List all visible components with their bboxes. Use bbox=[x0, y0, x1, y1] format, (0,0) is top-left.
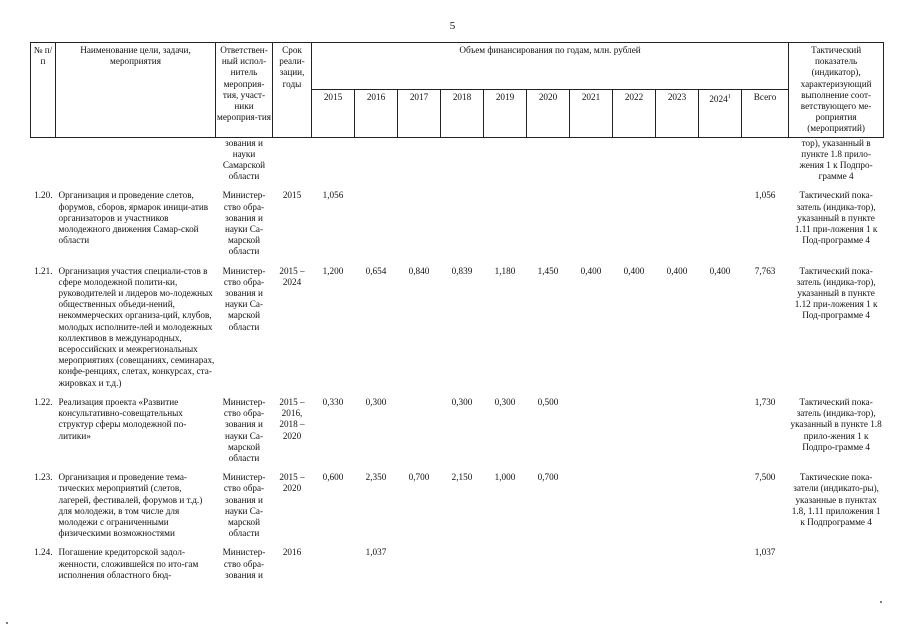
row-name: Организация и проведение тема-тических мероприятий (слетов, лагерей, фестивалей, форумов и т.д.) для молодежи, в том числе для молодежи с ограниченными физическими возможностями bbox=[58, 472, 203, 539]
row-name: Организация участия специали-стов в сфере молодежной полити-ки, руководителей и лидеров мо-лодежных общественных объеди-нений, некоммерческих организа-ций, клубов, молодых исполните-лей и молодежных коллективов в международных, всероссийских и межрегиональных мероприятиях (совещаниях, семинарах, конфе-ренциях, слетах, конкурсах, ста-жировках и т.д.) bbox=[58, 265, 215, 388]
table-row bbox=[31, 547, 884, 581]
header-year: 2019 bbox=[484, 90, 527, 138]
table-row bbox=[31, 397, 884, 464]
row-value bbox=[656, 472, 699, 539]
row-value: 0,400 bbox=[709, 265, 731, 276]
row-value bbox=[656, 547, 699, 581]
page-number: 5 bbox=[449, 20, 456, 32]
row-value bbox=[527, 137, 570, 182]
funding-table-frame bbox=[30, 42, 882, 581]
row-value bbox=[398, 137, 441, 182]
row-value bbox=[312, 137, 355, 182]
row-spacer bbox=[31, 539, 884, 547]
row-total: 1,056 bbox=[754, 190, 776, 201]
row-spacer bbox=[31, 258, 884, 266]
row-value: 1,200 bbox=[322, 265, 344, 276]
header-no: № п/п bbox=[31, 43, 56, 138]
row-term: 2015 – 2016, 2018 – 2020 bbox=[279, 396, 305, 441]
header-total: Всего bbox=[742, 90, 789, 138]
row-term: 2015 – 2024 bbox=[279, 265, 305, 287]
row-value bbox=[527, 547, 570, 581]
row-total: 1,730 bbox=[754, 396, 776, 407]
table-row bbox=[31, 190, 884, 257]
row-term: 2016 bbox=[282, 547, 302, 558]
row-total bbox=[742, 137, 789, 182]
row-value bbox=[699, 137, 742, 182]
row-spacer-cell bbox=[31, 182, 884, 190]
row-value: 0,840 bbox=[408, 265, 430, 276]
scan-speck bbox=[6, 622, 8, 624]
row-spacer-cell bbox=[31, 464, 884, 472]
row-executor: Министер-ство обра-зования и науки Са-марской области bbox=[222, 190, 266, 257]
row-total: 1,037 bbox=[754, 547, 776, 558]
table-header bbox=[31, 43, 884, 138]
row-number bbox=[31, 137, 56, 182]
row-value: 0,400 bbox=[666, 265, 688, 276]
row-term: 2015 bbox=[282, 190, 302, 201]
row-value bbox=[398, 397, 441, 464]
row-name: Погашение кредиторской задол-женности, сложившейся по ито-гам исполнения областного бюд- bbox=[58, 547, 199, 580]
row-value bbox=[355, 137, 398, 182]
row-value: 0,839 bbox=[451, 265, 473, 276]
row-executor: Министер-ство обра-зования и науки Са-марской области bbox=[222, 265, 266, 332]
table-body bbox=[31, 137, 884, 581]
row-spacer bbox=[31, 464, 884, 472]
row-name: Организация и проведение слетов, форумов, сборов, ярмарок иници-атив организаторов и участников молодежного движения Самар-ской области bbox=[58, 190, 209, 246]
row-name bbox=[56, 137, 216, 182]
row-indicator: Тактический пока-затель (индика-тор), указанный в пункте 1.12 при-ложения 1 к Под-программе 4 bbox=[794, 265, 878, 321]
row-value bbox=[613, 190, 656, 257]
header-year: 2021 bbox=[570, 90, 613, 138]
row-value bbox=[613, 397, 656, 464]
row-total: 7,763 bbox=[754, 265, 776, 276]
row-value: 0,330 bbox=[322, 396, 344, 407]
row-value bbox=[527, 190, 570, 257]
header-year-2024 bbox=[699, 90, 742, 138]
header-year: 2015 bbox=[312, 90, 355, 138]
header-indicator: Тактический показатель (индикатор), характеризующий выполнение соот-ветствующего ме-роприятия (мероприятий) bbox=[789, 43, 884, 138]
row-value: 0,400 bbox=[580, 265, 602, 276]
row-value bbox=[699, 397, 742, 464]
row-value bbox=[570, 547, 613, 581]
row-spacer-cell bbox=[31, 258, 884, 266]
row-value: 1,450 bbox=[537, 265, 559, 276]
header-term: Срок реали-зации, годы bbox=[273, 43, 312, 138]
row-value: 0,300 bbox=[365, 396, 387, 407]
row-value bbox=[570, 397, 613, 464]
row-value bbox=[699, 547, 742, 581]
row-value bbox=[613, 547, 656, 581]
funding-table bbox=[30, 42, 884, 581]
row-value: 0,500 bbox=[537, 396, 559, 407]
row-name: Реализация проекта «Развитие консультативно-совещательных структур сферы молодежной по-литики» bbox=[58, 396, 187, 441]
row-executor: зования и науки Самарской области bbox=[222, 137, 266, 182]
row-indicator bbox=[789, 547, 884, 581]
row-indicator: Тактические пока-затели (индикато-ры), указанные в пунктах 1.8, 1.11 приложения 1 к Подпрограмме 4 bbox=[791, 472, 881, 527]
row-value: 0,300 bbox=[451, 396, 473, 407]
year-label: 2024 bbox=[709, 94, 728, 105]
row-value bbox=[613, 472, 656, 539]
row-spacer bbox=[31, 389, 884, 397]
header-year: 2018 bbox=[441, 90, 484, 138]
row-value bbox=[398, 547, 441, 581]
row-indicator: Тактический пока-затель (индика-тор), указанный в пункте 1.11 при-ложения 1 к Под-программе 4 bbox=[794, 190, 878, 246]
row-value bbox=[441, 190, 484, 257]
row-number: 1.23. bbox=[34, 472, 53, 483]
row-value: 1,037 bbox=[365, 547, 387, 558]
row-value: 1,056 bbox=[322, 190, 344, 201]
row-value bbox=[484, 190, 527, 257]
row-value bbox=[312, 547, 355, 581]
row-term bbox=[273, 137, 312, 182]
row-value: 1,000 bbox=[494, 472, 516, 483]
row-value bbox=[570, 137, 613, 182]
row-number: 1.21. bbox=[34, 265, 53, 276]
scan-speck bbox=[880, 601, 882, 603]
row-value bbox=[441, 137, 484, 182]
header-funding: Объем финансирования по годам, млн. рублей bbox=[312, 43, 789, 90]
row-value: 0,654 bbox=[365, 265, 387, 276]
row-value: 0,700 bbox=[408, 472, 430, 483]
row-value bbox=[441, 547, 484, 581]
row-value: 0,300 bbox=[494, 396, 516, 407]
row-value bbox=[570, 472, 613, 539]
row-executor: Министер-ство обра-зования и науки Са-марской области bbox=[222, 396, 266, 463]
row-spacer bbox=[31, 182, 884, 190]
header-year: 2020 bbox=[527, 90, 570, 138]
row-value: 0,600 bbox=[322, 472, 344, 483]
table-row bbox=[31, 137, 884, 182]
row-value bbox=[656, 397, 699, 464]
row-value bbox=[699, 472, 742, 539]
table-row bbox=[31, 472, 884, 539]
header-name: Наименование цели, задачи, мероприятия bbox=[56, 43, 216, 138]
row-spacer-cell bbox=[31, 389, 884, 397]
year-footnote: 1 bbox=[727, 94, 731, 100]
row-value bbox=[613, 137, 656, 182]
row-value bbox=[484, 547, 527, 581]
header-year: 2017 bbox=[398, 90, 441, 138]
row-term: 2015 – 2020 bbox=[279, 472, 305, 494]
row-number: 1.20. bbox=[34, 190, 53, 201]
row-value bbox=[656, 190, 699, 257]
row-value bbox=[656, 137, 699, 182]
row-value: 0,700 bbox=[537, 472, 559, 483]
row-value bbox=[484, 137, 527, 182]
header-year: 2016 bbox=[355, 90, 398, 138]
row-value bbox=[699, 190, 742, 257]
row-value: 1,180 bbox=[494, 265, 516, 276]
row-value: 0,400 bbox=[623, 265, 645, 276]
table-row bbox=[31, 266, 884, 389]
row-value bbox=[570, 190, 613, 257]
header-executor: Ответствен-ный испол-нитель мероприя-тия, участ-ники мероприя-тия bbox=[216, 43, 273, 138]
row-spacer-cell bbox=[31, 539, 884, 547]
row-executor: Министер-ство обра-зования и науки Са-марской области bbox=[222, 472, 266, 539]
row-indicator: Тактический пока-затель (индика-тор), указанный в пункте 1.8 прило-жения 1 к Подпро-грамме 4 bbox=[790, 396, 882, 452]
row-total: 7,500 bbox=[754, 472, 776, 483]
row-executor: Министер-ство обра-зования и bbox=[222, 547, 266, 580]
row-value: 2,150 bbox=[451, 472, 473, 483]
row-value bbox=[355, 190, 398, 257]
row-value bbox=[398, 190, 441, 257]
row-value: 2,350 bbox=[365, 472, 387, 483]
header-year: 2023 bbox=[656, 90, 699, 138]
header-year: 2022 bbox=[613, 90, 656, 138]
row-indicator: тор), указанный в пункте 1.8 прило-жения 1 к Подпро-грамме 4 bbox=[799, 137, 873, 182]
row-number: 1.24. bbox=[34, 547, 53, 558]
row-number: 1.22. bbox=[34, 396, 53, 407]
